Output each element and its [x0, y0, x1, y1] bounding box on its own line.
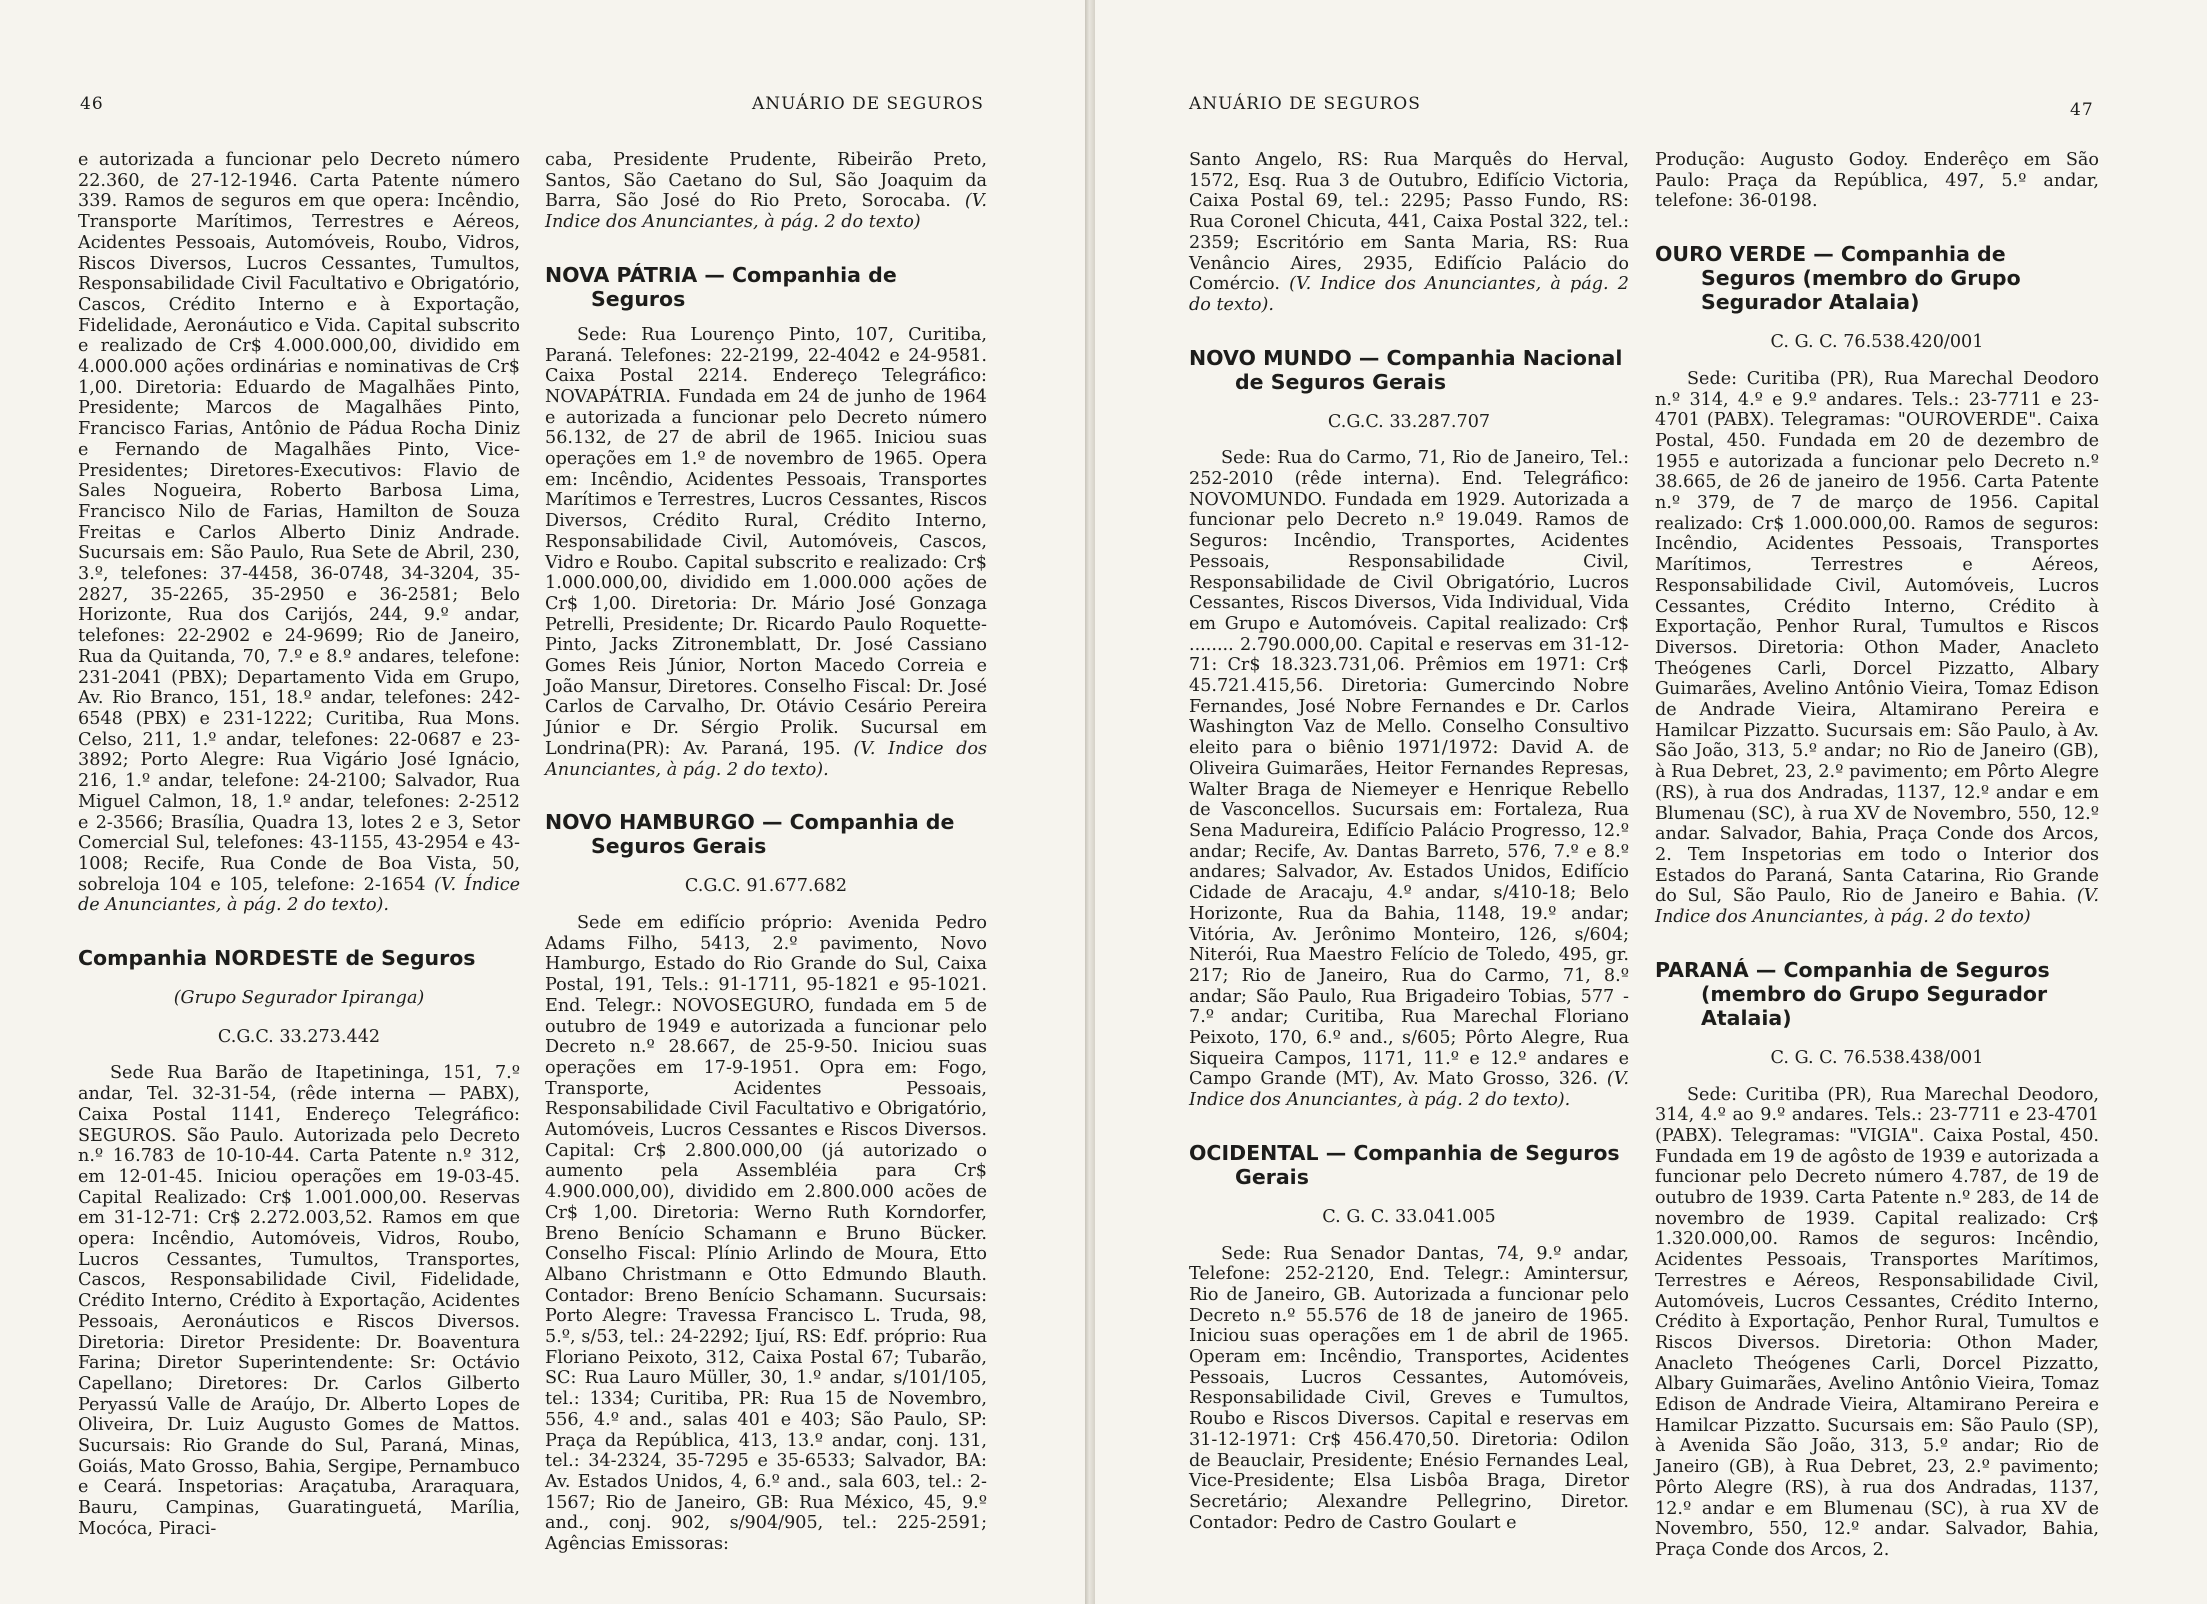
entry-cgc-novo-mundo: C.G.C. 33.287.707 — [1327, 411, 1491, 432]
entry-title-ouro-verde: OURO VERDE — Companhia de Seguros (membro do Grupo Segurador Atalaia) — [1655, 242, 2021, 315]
entry-cgc-ocidental: C. G. C. 33.041.005 — [1322, 1206, 1496, 1227]
entry-cgc-parana: C. G. C. 76.538.438/001 — [1770, 1047, 1984, 1068]
entry-group-nordeste: (Grupo Segurador Ipiranga) — [173, 988, 425, 1009]
left-column-1 — [78, 150, 520, 1540]
entry-cgc-nordeste: C.G.C. 33.273.442 — [217, 1026, 381, 1047]
entry-body-nordeste: Sede Rua Barão de Itapetininga, 151, 7.º andar, Tel. 32-31-54, (rêde interna — PABX), Caixa Postal 1141, Endereço Telegráfico: SEGUROS. São Paulo. Autorizada pelo Decreto n.º 16.783 de 10-10-44. Carta Patente n.º 312, em 12-01-45. Iniciou operações em 19-03-45. Capital Realizado: Cr$ 1.001.000,00. Reservas em 31-12-71: Cr$ 2.272.003,52. Ramos em que opera: Incêndio, Automóveis, Vidros, Roubo, Lucros Cessantes, Tumultos, Transportes, Cascos, Responsabilidade Civil, Fidelidade, Crédito Interno, Crédito à Exportação, Acidentes Pessoais, Aeronáuticos e Riscos Diversos. Diretoria: Diretor Presidente: Dr. Boaventura Farina; Diretor Superintendente: Sr: Octávio Capellano; Diretores: Dr. Carlos Gilberto Peryassú Valle de Araújo, Dr. Alberto Lopes de Oliveira, Dr. Luiz Augusto Gomes de Mattos. Sucursais: Rio Grande do Sul, Paraná, Minas, Goiás, Mato Grosso, Bahia, Sergipe, Pernambuco e Ceará. Inspetorias: Araçatuba, Araraquara, Bauru, Campinas, Guaratinguetá, Marília, Mocóca, Piraci- — [78, 1063, 520, 1539]
right-page — [1095, 0, 2207, 1604]
entry-continuation: caba, Presidente Prudente, Ribeirão Preto, Santos, São Caetano do Sul, São Joaquim da Barra, São José do Rio Preto, Sorocaba. (V. Indice dos Anunciantes, à pág. 2 do texto) — [545, 150, 988, 233]
entry-body-ouro-verde: Sede: Curitiba (PR), Rua Marechal Deodoro n.º 314, 4.º e 9.º andares. Tels.: 23-7711 e 23-4701 (PABX). Telegramas: "OUROVERDE". Caixa Postal, 450. Fundada em 20 de dezembro de 1955 e autorizada a funcionar pelo Decreto n.º 38.665, de 26 de janeiro de 1956. Carta Patente n.º 379, de 7 de março de 1956. Capital realizado: Cr$ 1.000.000,00. Ramos de seguros: Incêndio, Acidentes Pessoais, Transportes Marítimos, Terrestres e Aéreos, Responsabilidade Civil, Automóveis, Lucros Cessantes, Crédito Interno, Crédito à Exportação, Penhor Rural, Tumultos e Riscos Diversos. Diretoria: Othon Mader, Anacleto Theógenes Carli, Dorcel Pizzatto, Albary Guimarães, Avelino Antônio Vieira, Tomaz Edison de Andrade Vieira, Altamirano Pereira e Hamilcar Pizzatto. Sucursais em: São Paulo, à Av. São João, 313, 5.º andar; no Rio de Janeiro (GB), à Rua Debret, 23, 2.º pavimento; em Pôrto Alegre (RS), à rua dos Andradas, 1137, 12.º andar e em Blumenau (SC), à rua XV de Novembro, 550, 12.º andar. Salvador, Bahia, Praça Conde dos Arcos, 2. Tem Inspetorias em todo o Interior dos Estados do Paraná, Santa Catarina, Rio Grande do Sul, São Paulo, Rio de Janeiro e Bahia. (V. Indice dos Anunciantes, à pág. 2 do texto) — [1655, 368, 2100, 928]
entry-title-novo-mundo: NOVO MUNDO — Companhia Nacional de Seguros Gerais — [1189, 345, 1623, 394]
entry-cgc-ouro-verde: C. G. C. 76.538.420/001 — [1770, 332, 1984, 353]
left-page — [0, 0, 1085, 1604]
right-column-1 — [1189, 150, 1629, 1533]
entry-title-novo-hamburgo: NOVO HAMBURGO — Companhia de Seguros Gerais — [545, 810, 955, 859]
page-number-left: 46 — [80, 94, 104, 114]
entry-body-parana: Sede: Curitiba (PR), Rua Marechal Deodoro, 314, 4.º ao 9.º andares. Tels.: 23-7711 e 23-4701 (PABX). Telegramas: "VIGIA". Caixa Postal, 450. Fundada em 19 de agôsto de 1939 e autorizada a funcionar pelo Decreto número 4.787, de 19 de outubro de 1939. Carta Patente n.º 283, de 14 de novembro de 1939. Capital realizado: Cr$ 1.320.000,00. Ramos de seguros: Incêndio, Acidentes Pessoais, Transportes Marítimos, Terrestres e Aéreos, Responsabilidade Civil, Automóveis, Lucros Cessantes, Crédito Interno, Crédito à Exportação, Penhor Rural, Tumultos e Riscos Diversos. Diretoria: Othon Mader, Anacleto Theógenes Carli, Dorcel Pizzatto, Albary Guimarães, Avelino Antônio Vieira, Tomaz Edison de Andrade Vieira, Altamirano Pereira e Hamilcar Pizzatto. Sucursais em: São Paulo (SP), à Avenida São João, 313, 5.º andar; Rio de Janeiro (GB), à Rua Debret, 23, 2.º pavimento; Pôrto Alegre (RS), à rua dos Andradas, 1137, 12.º andar e em Blumenau (SC), à rua XV de Novembro, 550, 12.º andar. Salvador, Bahia, Praça Conde dos Arcos, 2. — [1655, 1084, 2099, 1560]
entry-title-nova-patria: NOVA PÁTRIA — Companhia de Seguros — [545, 262, 897, 311]
entry-title-ocidental: OCIDENTAL — Companhia de Seguros Gerais — [1189, 1140, 1620, 1189]
right-column-2 — [1655, 150, 2099, 1561]
entry-body-novo-hamburgo: Sede em edifício próprio: Avenida Pedro Adams Filho, 5413, 2.º pavimento, Novo Hamburgo, Estado do Rio Grande do Sul, Caixa Postal, 191, Tels.: 91-1711, 95-1821 e 95-1021. End. Telegr.: NOVOSEGURO, fundada em 5 de outubro de 1949 e autorizada a funcionar pelo Decreto n.º 28.667, de 25-9-50. Iniciou suas operações em 17-9-1951. Opra em: Fogo, Transporte, Acidentes Pessoais, Responsabilidade Civil Facultativo e Obrigatório, Automóveis, Lucros Cessantes e Riscos Diversos. Capital: Cr$ 2.800.000,00 (já autorizado o aumento pela Assembléia para Cr$ 4.900.000,00), dividido em 2.800.000 acões de Cr$ 1,00. Diretoria: Werno Ruth Korndorfer, Breno Benício Schamann e Bruno Bücker. Conselho Fiscal: Plínio Arlindo de Moura, Etto Albano Christmann e Otto Edmundo Blauth. Contador: Breno Benício Schamann. Sucursais: Porto Alegre: Travessa Francisco L. Truda, 98, 5.º, s/53, tel.: 24-2292; Ijuí, RS: Edf. próprio: Rua Floriano Peixoto, 312, Caixa Postal 67; Tubarão, SC: Rua Lauro Müller, 30, 1.º andar, s/101/105, tel.: 1334; Curitiba, PR: Rua 15 de Novembro, 556, 4.º and., salas 401 e 403; São Paulo, SP: Praça da República, 413, 13.º andar, conj. 131, tel.: 34-2324, 35-7295 e 35-6533; Salvador, BA: Av. Estados Unidos, 4, 6.º and., sala 603, tel.: 2-1567; Rio de Janeiro, GB: Rua México, 45, 9.º and., conj. 902, s/904/905, tel.: 225-2591; Agências Emissoras: — [545, 912, 987, 1555]
entry-body-nova-patria: Sede: Rua Lourenço Pinto, 107, Curitiba, Paraná. Telefones: 22-2199, 22-4042 e 24-9581. Caixa Postal 2214. Endereço Telegráfico: NOVAPÁTRIA. Fundada em 24 de junho de 1964 e autorizada a funcionar pelo Decreto número 56.132, de 27 de abril de 1965. Iniciou suas operações em 1.º de novembro de 1965. Opera em: Incêndio, Acidentes Pessoais, Transportes Marítimos e Terrestres, Lucros Cessantes, Riscos Diversos, Crédito Rural, Crédito Interno, Responsabilidade Civil, Automóveis, Cascos, Vidro e Roubo. Capital subscrito e realizado: Cr$ 1.000.000,00, dividido em 1.000.000 ações de Cr$ 1,00. Diretoria: Dr. Mário José Gonzaga Petrelli, Presidente; Dr. Ricardo Paulo Roquette-Pinto, Jacks Zitronemblatt, Dr. José Cassiano Gomes Reis Júnior, Norton Macedo Correia e João Mansur, Diretores. Conselho Fiscal: Dr. José Carlos de Carvalho, Dr. Otávio Cesário Pereira Júnior e Dr. Sérgio Prolik. Sucursal em Londrina(PR): Av. Paraná, 195. (V. Indice dos Anunciantes, à pág. 2 do texto). — [545, 324, 987, 780]
book-gutter — [1085, 0, 1095, 1604]
entry-cgc-novo-hamburgo: C.G.C. 91.677.682 — [684, 876, 848, 897]
entry-title-nordeste: Companhia NORDESTE de Seguros — [78, 946, 476, 971]
entry-continuation: Produção: Augusto Godoy. Enderêço em São Paulo: Praça da República, 497, 5.º andar, telefone: 36-0198. — [1655, 150, 2099, 212]
entry-continuation: e autorizada a funcionar pelo Decreto número 22.360, de 27-12-1946. Carta Patente número 339. Ramos de seguros em que opera: Incêndio, Transporte Marítimos, Terrestres e Aéreos, Acidentes Pessoais, Automóveis, Roubo, Vidros, Riscos Diversos, Lucros Cessantes, Tumultos, Responsabilidade Civil Facultativo e Obrigatório, Cascos, Crédito Interno e à Exportação, Fidelidade, Aeronáutico e Vida. Capital subscrito e realizado de Cr$ 4.000.000,00, dividido em 4.000.000 ações ordinárias e nominativas de Cr$ 1,00. Diretoria: Eduardo de Magalhães Pinto, Presidente; Marcos de Magalhães Pinto, Francisco Farias, Antônio de Pádua Rocha Diniz e Fernando de Magalhães Pinto, Vice-Presidentes; Diretores-Executivos: Flavio de Sales Nogueira, Roberto Barbosa Lima, Francisco Nilo de Farias, Hamilton de Souza Freitas e Carlos Alberto Diniz Andrade. Sucursais em: São Paulo, Rua Sete de Abril, 230, 3.º, telefones: 37-4458, 36-0748, 34-3204, 35-2827, 35-2265, 35-2950 e 36-2581; Belo Horizonte, Rua dos Carijós, 244, 9.º andar, telefones: 22-2902 e 24-9699; Rio de Janeiro, Rua da Quitanda, 70, 7.º e 8.º andares, telefone: 231-2041 (PBX); Departamento Vida em Grupo, Av. Rio Branco, 151, 18.º andar, telefones: 242-6548 (PBX) e 231-1222; Curitiba, Rua Mons. Celso, 211, 1.º andar, telefones: 22-0687 e 23-3892; Porto Alegre: Rua Vigário José Ignácio, 216, 1.º andar, telefone: 24-2100; Salvador, Rua Miguel Calmon, 18, 1.º andar, telefones: 2-2512 e 2-3566; Brasília, Quadra 13, lotes 2 e 3, Setor Comercial Sul, telefones: 43-1155, 43-2954 e 43-1008; Recife, Rua Conde de Boa Vista, 50, sobreloja 104 e 105, telefone: 2-1654 (V. Índice de Anunciantes, à pág. 2 do texto). — [78, 150, 520, 916]
left-column-2 — [545, 150, 987, 1555]
entry-title-parana: PARANÁ — Companhia de Seguros (membro do Grupo Segurador Atalaia) — [1655, 957, 2050, 1030]
entry-body-ocidental: Sede: Rua Senador Dantas, 74, 9.º andar, Telefone: 252-2120, End. Telegr.: Amintersur, Rio de Janeiro, GB. Autorizada a funcionar pelo Decreto n.º 55.576 de 18 de janeiro de 1965. Iniciou suas operações em 1 de abril de 1965. Operam em: Incêndio, Transportes, Acidentes Pessoais, Lucros Cessantes, Automóveis, Responsabilidade Civil, Greves e Tumultos, Roubo e Riscos Diversos. Capital e reservas em 31-12-1971: Cr$ 456.470,50. Diretoria: Odilon de Beauclair, Presidente; Enésio Fernandes Leal, Vice-Presidente; Elsa Lisbôa Braga, Diretor Secretário; Alexandre Pellegrino, Diretor. Contador: Pedro de Castro Goulart e — [1189, 1243, 1629, 1533]
entry-continuation: Santo Angelo, RS: Rua Marquês do Herval, 1572, Esq. Rua 3 de Outubro, Edifício Victoria, Caixa Postal 69, tel.: 2295; Passo Fundo, RS: Rua Coronel Chicuta, 441, Caixa Postal 322, tel.: 2359; Escritório em Santa Maria, RS: Rua Venâncio Aires, 2935, Edifício Palácio do Comércio. (V. Indice dos Anunciantes, à pág. 2 do texto). — [1189, 150, 1629, 315]
page-number-right: 47 — [2070, 100, 2094, 120]
running-head-left: ANUÁRIO DE SEGUROS — [752, 94, 984, 114]
entry-body-novo-mundo: Sede: Rua do Carmo, 71, Rio de Janeiro, Tel.: 252-2010 (rêde interna). End. Telegráfico: NOVOMUNDO. Fundada em 1929. Autorizada a funcionar pelo Decreto n.º 19.049. Ramos de Seguros: Incêndio, Transportes, Acidentes Pessoais, Responsabilidade Civil, Responsabilidade de Civil Obrigatório, Lucros Cessantes, Riscos Diversos, Vida Individual, Vida em Grupo e Automóveis. Capital realizado: Cr$ ........ 2.790.000,00. Capital e reservas em 31-12-71: Cr$ 18.323.731,06. Prêmios em 1971: Cr$ 45.721.415,56. Diretoria: Gumercindo Nobre Fernandes, José Nobre Fernandes e Dr. Carlos Washington Vaz de Mello. Conselho Consultivo eleito para o biênio 1971/1972: David A. de Oliveira Guimarães, Heitor Fernandes Represas, Walter Braga de Niemeyer e Henrique Rebello de Vasconcellos. Sucursais em: Fortaleza, Rua Sena Madureira, Edifício Palácio Progresso, 12.º andar; Recife, Av. Dantas Barreto, 576, 7.º e 8.º andares; Salvador, Av. Estados Unidos, Edifício Cidade de Aracaju, 4.º andar, s/410-18; Belo Horizonte, Rua da Bahia, 1148, 19.º andar; Vitória, Av. Jerônimo Monteiro, 126, s/604; Niterói, Rua Maestro Felício de Toledo, 495, gr. 217; Rio de Janeiro, Rua do Carmo, 71, 8.º andar; São Paulo, Rua Brigadeiro Tobias, 577 - 7.º andar; Curitiba, Rua Marechal Floriano Peixoto, 170, 6.º and., s/605; Pôrto Alegre, Rua Siqueira Campos, 1171, 11.º e 12.º andares e Campo Grande (MT), Av. Mato Grosso, 326. (V. Indice dos Anunciantes, à pág. 2 do texto). — [1189, 448, 1629, 1111]
running-head-right: ANUÁRIO DE SEGUROS — [1189, 94, 1421, 114]
